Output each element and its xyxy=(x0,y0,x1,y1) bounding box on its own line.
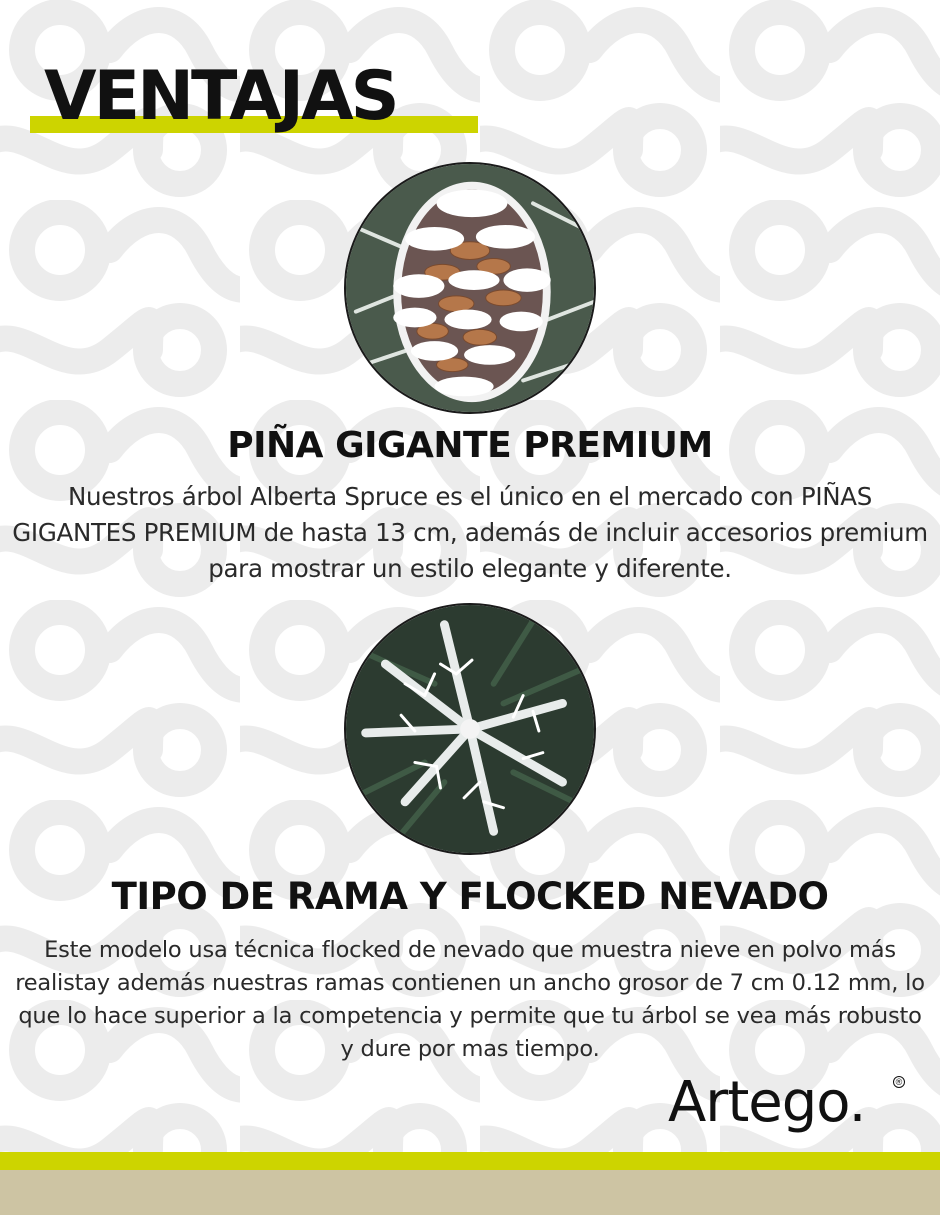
section-heading-pinecone: PIÑA GIGANTE PREMIUM xyxy=(227,425,713,466)
footer-band xyxy=(0,1170,940,1215)
registered-mark: ® xyxy=(893,1076,905,1088)
pinecone-image xyxy=(344,162,596,414)
flocked-branch-image xyxy=(344,603,596,855)
page-title-block xyxy=(30,58,478,136)
brand-name: Artego. xyxy=(668,1070,866,1135)
footer-accent-band xyxy=(0,1152,940,1170)
page-title: VENTAJAS xyxy=(44,57,397,136)
section-body-flocked: Este modelo usa técnica flocked de nevado que muestra nieve en polvo más realistay además nuestras ramas contienen un ancho grosor de 7 cm 0.12 mm, lo que lo hace superior a la competencia y permite que tu árbol se vea más robusto y dure por mas tiempo. xyxy=(15,937,925,1062)
section-body-pinecone: Nuestros árbol Alberta Spruce es el único en el mercado con PIÑAS GIGANTES PREMIUM de hasta 13 cm, además de incluir accesorios premium para mostrar un estilo elegante y diferente. xyxy=(12,482,928,583)
section-heading-flocked: TIPO DE RAMA Y FLOCKED NEVADO xyxy=(111,875,829,918)
artego-logo xyxy=(668,1068,918,1138)
